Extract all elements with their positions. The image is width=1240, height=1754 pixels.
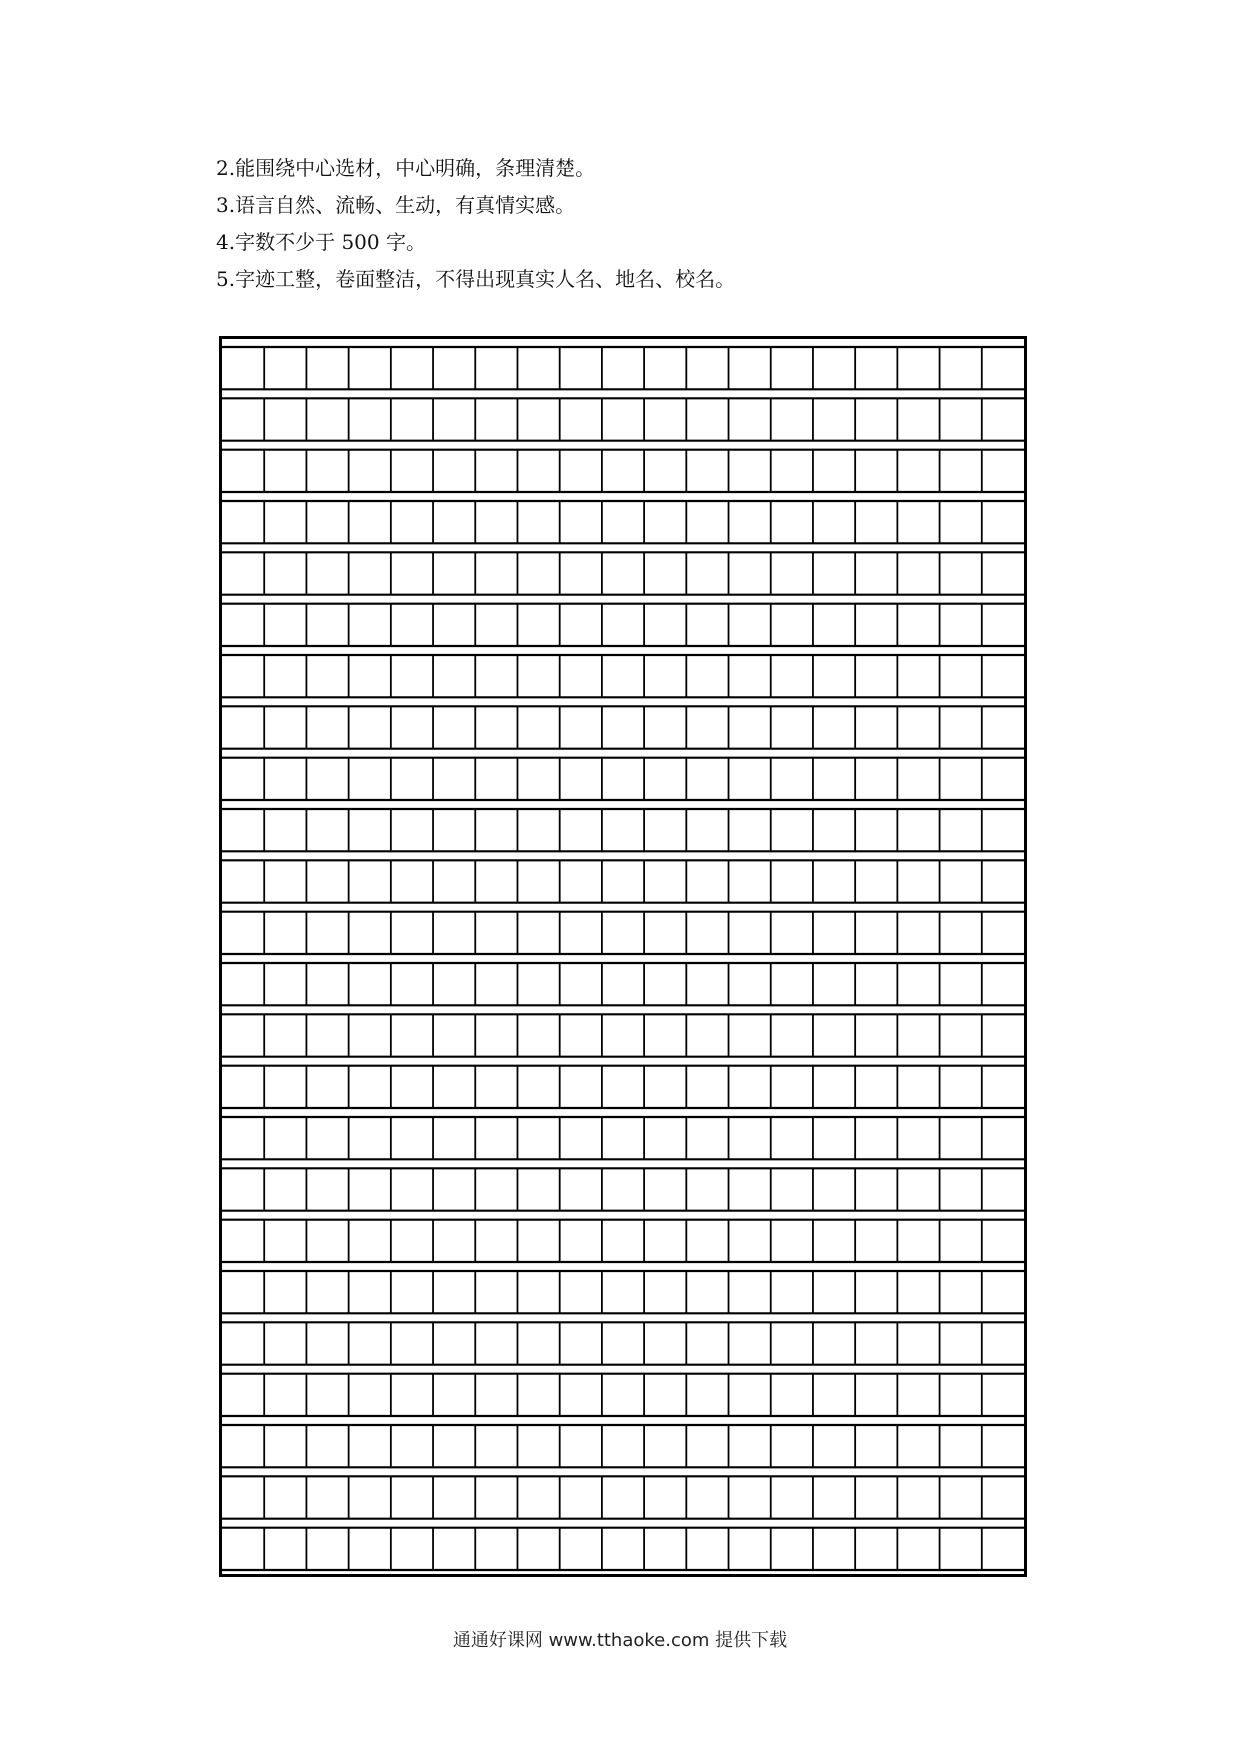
grid-lines bbox=[222, 339, 1024, 1574]
requirement-item: 5.字迹工整，卷面整洁，不得出现真实人名、地名、校名。 bbox=[216, 267, 736, 291]
requirement-item: 4.字数不少于 500 字。 bbox=[216, 230, 426, 254]
requirement-item: 3.语言自然、流畅、生动，有真情实感。 bbox=[216, 193, 576, 217]
composition-grid[interactable] bbox=[219, 336, 1027, 1577]
requirements-list bbox=[216, 150, 735, 298]
requirement-item: 2.能围绕中心选材，中心明确，条理清楚。 bbox=[216, 156, 596, 180]
footer-source: 通通好课网 www.tthaoke.com 提供下载 bbox=[452, 1630, 788, 1651]
